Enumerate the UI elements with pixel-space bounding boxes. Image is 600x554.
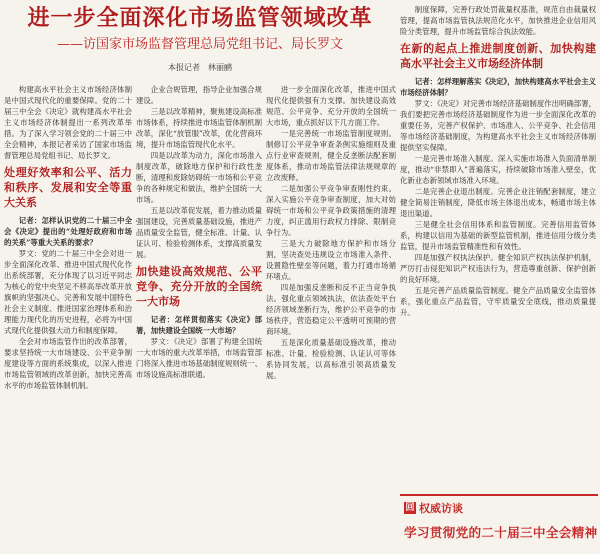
byline: 本报记者 林丽鹂: [168, 63, 232, 72]
section-heading-3: 在新的起点上推进制度创新、加快构建高水平社会主义市场经济体制: [400, 42, 596, 70]
question-1: 记者：怎样认识党的二十届三中全会《决定》提出的“处理好政府和市场的关系”等重大关系的要求？: [4, 216, 132, 247]
section-heading-1: 处理好效率和公平、活力和秩序、发展和安全等重大关系: [4, 166, 132, 209]
article-column-1: [4, 84, 132, 546]
intro-paragraph: 构建高水平社会主义市场经济体制是中国式现代化的重要保障。党的二十届三中全会《决定》就构建高水平社会主义市场经济体制提出一系列改革举措。为了深入学习领会党的二十届三中全会精神，本报记者采访了国家市场监督管理总局党组书记、局长罗文。: [4, 85, 132, 160]
body-paragraph: 四是加强反垄断和反不正当竞争执法。强化重点领域执法，依法查处平台经济领域垄断行为，维护公平竞争的市场秩序，营造稳定公平透明可预期的营商环境。: [266, 283, 396, 336]
answer-paragraph: 罗文：党的二十届三中全会对进一步全面深化改革、推进中国式现代化作出系统部署，充分体现了以习近平同志为核心的党中央坚定不移高举改革开放旗帜的坚强决心。完善和发展中国特色社会主义制度、推进国家治理体系和治理能力现代化的历史进程，必将为中国式现代化提供强大动力和制度保障。: [4, 249, 132, 335]
body-paragraph: 二是加强公平竞争审查刚性约束。深入实施公平竞争审查制度，加大对妨碍统一市场和公平竞争政策措施的清理力度，纠正滥用行政权力排除、限制竞争行为。: [266, 184, 396, 237]
body-paragraph: 四是以改革为动力，深化市场准入制度改革，破除地方保护和行政性垄断，清理和废除妨碍统一市场和公平竞争的各种规定和做法，维护全国统一大市场。: [136, 151, 262, 204]
column-banner: [400, 494, 598, 552]
answer-paragraph: 罗文：《决定》部署了构建全国统一大市场的重大改革举措，市场监管部门将深入推进市场基础制度规则统一、市场设施高标准联通。: [136, 337, 262, 379]
body-paragraph: 四是加强产权执法保护。健全知识产权执法保护机制，严厉打击侵犯知识产权违法行为，营造尊重创新、保护创新的良好环境。: [400, 253, 596, 284]
subtitle: ——访国家市场监督管理总局党组书记、局长罗文: [56, 37, 343, 52]
body-paragraph: 进一步全面深化改革，推进中国式现代化提供强有力支撑。加快建设高效规范、公平竞争、充分开放的全国统一大市场，重点抓好以下几方面工作。: [266, 85, 396, 127]
question-3: 记者：怎样理解落实《决定》，加快构建高水平社会主义市场经济体制？: [400, 77, 596, 97]
article-column-2: [136, 84, 262, 546]
banner-title: 学习贯彻党的二十届三中全会精神: [404, 525, 598, 540]
body-paragraph: 三是以改革精神，聚焦建设高标准市场体系，持续推进市场监管体制机制改革，深化“放管服”改革，优化营商环境，提升市场监管现代化水平。: [136, 107, 262, 149]
body-paragraph: 三是大力破除地方保护和市场分割，坚决查处违规设立市场准入条件、设置隐性壁垒等问题，着力打通市场循环堵点。: [266, 239, 396, 281]
banner-kicker: 权威访谈: [419, 502, 463, 515]
body-paragraph: 全会对市场监管作出的改革部署，要求坚持统一大市场建设、公平竞争制度建设等方面的系统集成，以深入推进市场监管领域的改革创新，加快完善高水平的市场监管体制机制。: [4, 337, 132, 390]
body-paragraph: 企业合规管理，指导企业加强合规建设。: [136, 85, 262, 105]
question-2: 记者：怎样贯彻落实《决定》部署，加快建设全国统一大市场？: [136, 315, 262, 335]
banner-header: [404, 500, 463, 516]
answer-paragraph: 罗文：《决定》对完善市场经济基础制度作出明确部署，我们要把完善市场经济基础制度作为进一步全面深化改革的重要任务，完善产权保护、市场准入、公平竞争、社会信用等市场经济基础制度，为构建高水平社会主义市场经济体制提供坚实保障。: [400, 99, 596, 152]
body-paragraph: 五是完善产品质量监管制度。健全产品质量安全监管体系，强化重点产品监管，守牢质量安全底线，推动质量提升。: [400, 286, 596, 317]
body-paragraph: 二是完善企业退出制度。完善企业注销配套制度，建立健全简易注销制度，降低市场主体退出成本，畅通市场主体退出渠道。: [400, 187, 596, 218]
article-column-3: [266, 84, 396, 546]
body-paragraph: 制度保障，完善行政处罚裁量权基准，规范自由裁量权管理，提高市场监管执法规范化水平，加快推进企业信用风险分类管理，提升市场监管综合执法效能。: [400, 5, 596, 36]
body-paragraph: 五是以改革促发展，着力推动质量强国建设，完善质量基础设施，推进产品质量安全监管，健全标准、计量、认证认可、检验检测体系，支撑高质量发展。: [136, 206, 262, 259]
article-column-4: [400, 4, 596, 490]
body-paragraph: 一是完善市场准入制度。深入实施市场准入负面清单制度，推动“非禁即入”普遍落实，持续破除市场准入壁垒，优化新业态新领域市场准入环境。: [400, 154, 596, 185]
headline: 进一步全面深化市场监管领域改革: [27, 6, 373, 31]
body-paragraph: 三是健全社会信用体系和监管制度。完善信用监管体系，构建以信用为基础的新型监管机制，推进信用分级分类监管，提升市场监管精准性和有效性。: [400, 220, 596, 251]
section-heading-2: 加快建设高效规范、公平竞争、充分开放的全国统一大市场: [136, 265, 262, 308]
body-paragraph: 一是完善统一市场监管制度规则。制修订公平竞争审查条例实施细则及重点行业审查规则，健全反垄断法配套制度体系，推动市场监管法律法规规章的立改废释。: [266, 129, 396, 182]
interview-icon: 回: [405, 503, 415, 513]
body-paragraph: 五是深化质量基础设施改革，推动标准、计量、检验检测、认证认可等体系协同发展，以高标准引领高质量发展。: [266, 338, 396, 380]
